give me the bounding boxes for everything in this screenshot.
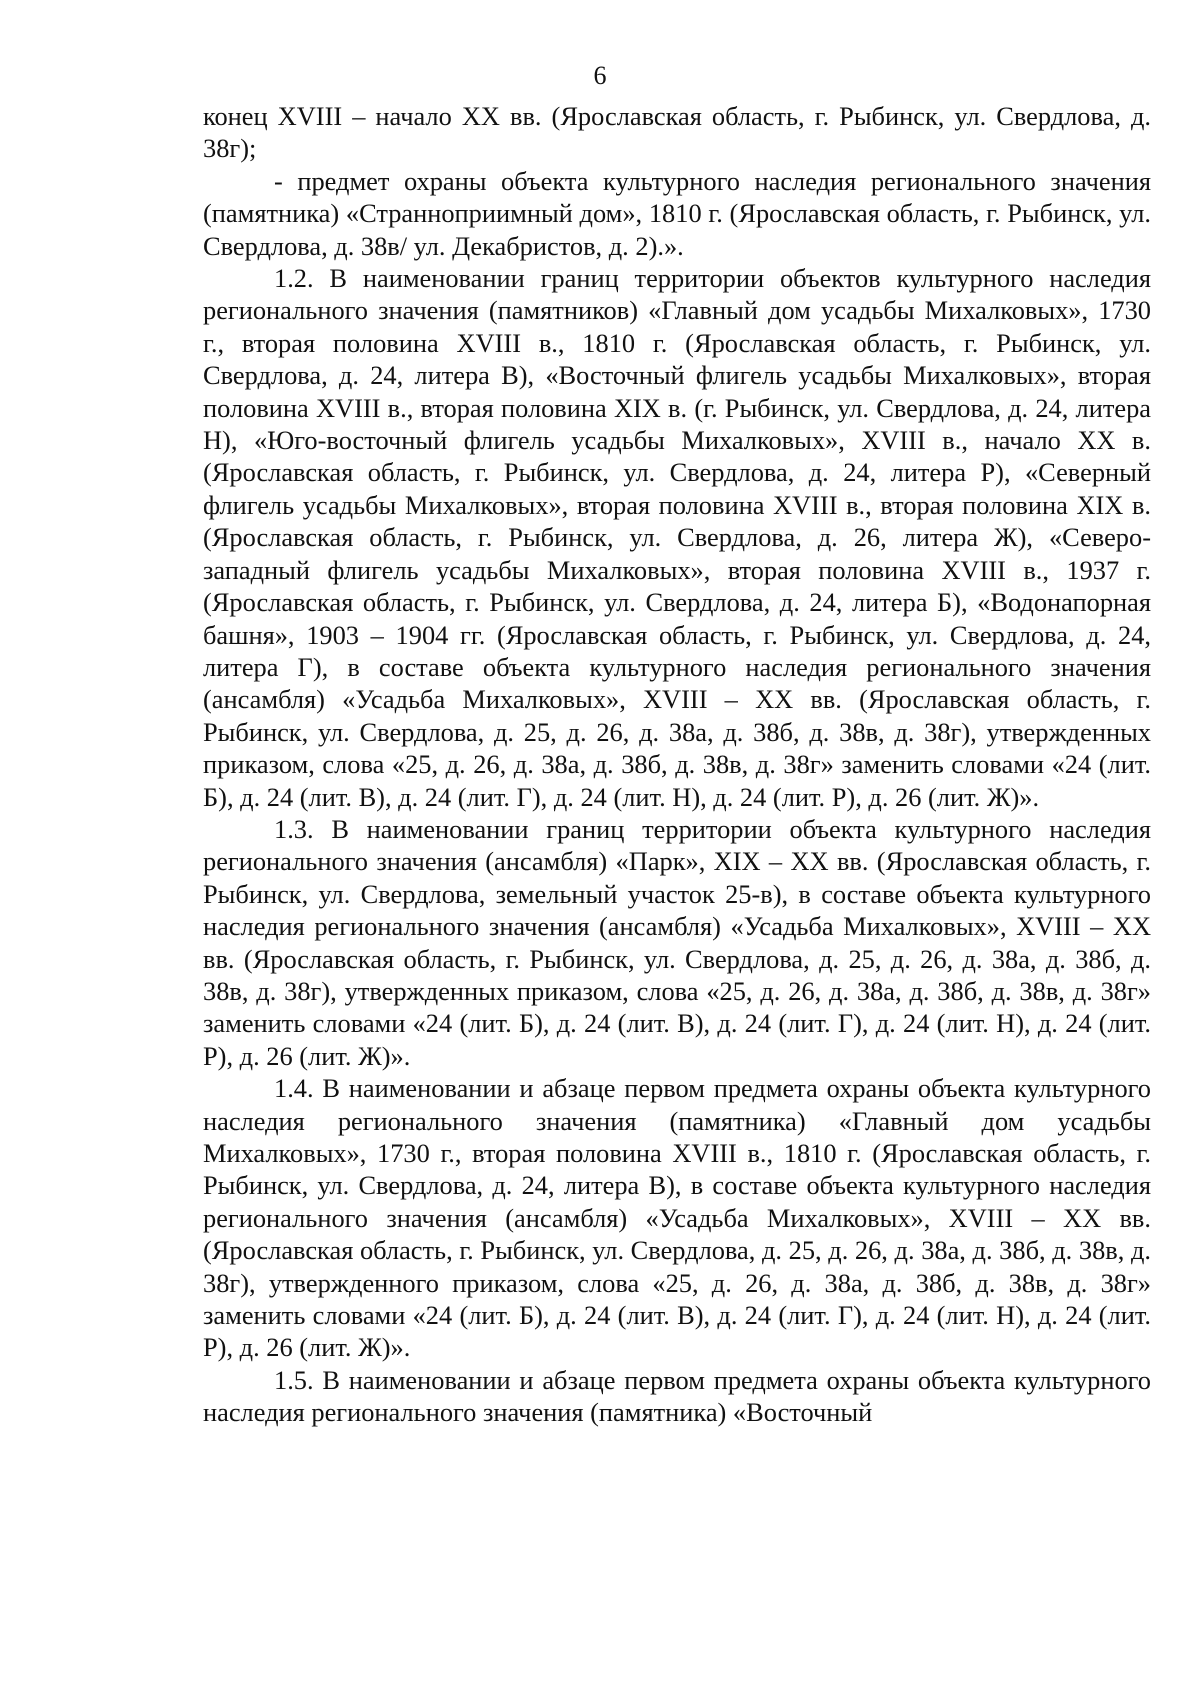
paragraph-1-4: 1.4. В наименовании и абзаце первом предмета охраны объекта культурного наследия регионального значения (памятника) «Главный дом усадьбы Михалковых», 1730 г., вторая половина XVIII в., 1810 г. (Ярославская область, г. Рыбинск, ул. Свердлова, д. 24, литера В), в составе объекта культурного наследия регионального значения (ансамбля) «Усадьба Михалковых», XVIII – XX вв. (Ярославская область, г. Рыбинск, ул. Свердлова, д. 25, д. 26, д. 38а, д. 38б, д. 38в, д. 38г), утвержденного приказом, слова «25, д. 26, д. 38а, д. 38б, д. 38в, д. 38г» заменить словами «24 (лит. Б), д. 24 (лит. В), д. 24 (лит. Г), д. 24 (лит. Н), д. 24 (лит. Р), д. 26 (лит. Ж)». [203,1073,1151,1363]
paragraph-1-5: 1.5. В наименовании и абзаце первом предмета охраны объекта культурного наследия регионального значения (памятника) «Восточный [203,1364,1151,1428]
paragraph-protection-subject: - предмет охраны объекта культурного наследия регионального значения (памятника) «Странноприимный дом», 1810 г. (Ярославская область, г. Рыбинск, ул. Свердлова, д. 38в/ ул. Декабристов, д. 2).». [203,165,1151,261]
paragraph-1-2: 1.2. В наименовании границ территории объектов культурного наследия регионального значения (памятников) «Главный дом усадьбы Михалковых», 1730 г., вторая половина XVIII в., 1810 г. (Ярославская область, г. Рыбинск, ул. Свердлова, д. 24, литера В), «Восточный флигель усадьбы Михалковых», вторая половина XVIII в., вторая половина XIX в. (г. Рыбинск, ул. Свердлова, д. 24, литера Н), «Юго-восточный флигель усадьбы Михалковых», XVIII в., начало XX в. (Ярославская область, г. Рыбинск, ул. Свердлова, д. 24, литера Р), «Северный флигель усадьбы Михалковых», вторая половина XVIII в., вторая половина XIX в. (Ярославская область, г. Рыбинск, ул. Свердлова, д. 26, литера Ж), «Северо-западный флигель усадьбы Михалковых», вторая половина XVIII в., 1937 г. (Ярославская область, г. Рыбинск, ул. Свердлова, д. 24, литера Б), «Водонапорная башня», 1903 – 1904 гг. (Ярославская область, г. Рыбинск, ул. Свердлова, д. 24, литера Г), в составе объекта культурного наследия регионального значения (ансамбля) «Усадьба Михалковых», XVIII – XX вв. (Ярославская область, г. Рыбинск, ул. Свердлова, д. 25, д. 26, д. 38а, д. 38б, д. 38в, д. 38г), утвержденных приказом, слова «25, д. 26, д. 38а, д. 38б, д. 38в, д. 38г» заменить словами «24 (лит. Б), д. 24 (лит. В), д. 24 (лит. Г), д. 24 (лит. Н), д. 24 (лит. Р), д. 26 (лит. Ж)». [203,263,1151,812]
page-number: 6 [593,61,607,90]
document-body [203,100,1151,1429]
paragraph-1-3: 1.3. В наименовании границ территории объекта культурного наследия регионального значения (ансамбля) «Парк», XIX – XX вв. (Ярославская область, г. Рыбинск, ул. Свердлова, земельный участок 25-в), в составе объекта культурного наследия регионального значения (ансамбля) «Усадьба Михалковых», XVIII – XX вв. (Ярославская область, г. Рыбинск, ул. Свердлова, д. 25, д. 26, д. 38а, д. 38б, д. 38в, д. 38г), утвержденных приказом, слова «25, д. 26, д. 38а, д. 38б, д. 38в, д. 38г» заменить словами «24 (лит. Б), д. 24 (лит. В), д. 24 (лит. Г), д. 24 (лит. Н), д. 24 (лит. Р), д. 26 (лит. Ж)». [203,813,1151,1071]
paragraph-continuation: конец XVIII – начало XX вв. (Ярославская область, г. Рыбинск, ул. Свердлова, д. 38г); [203,101,1151,164]
